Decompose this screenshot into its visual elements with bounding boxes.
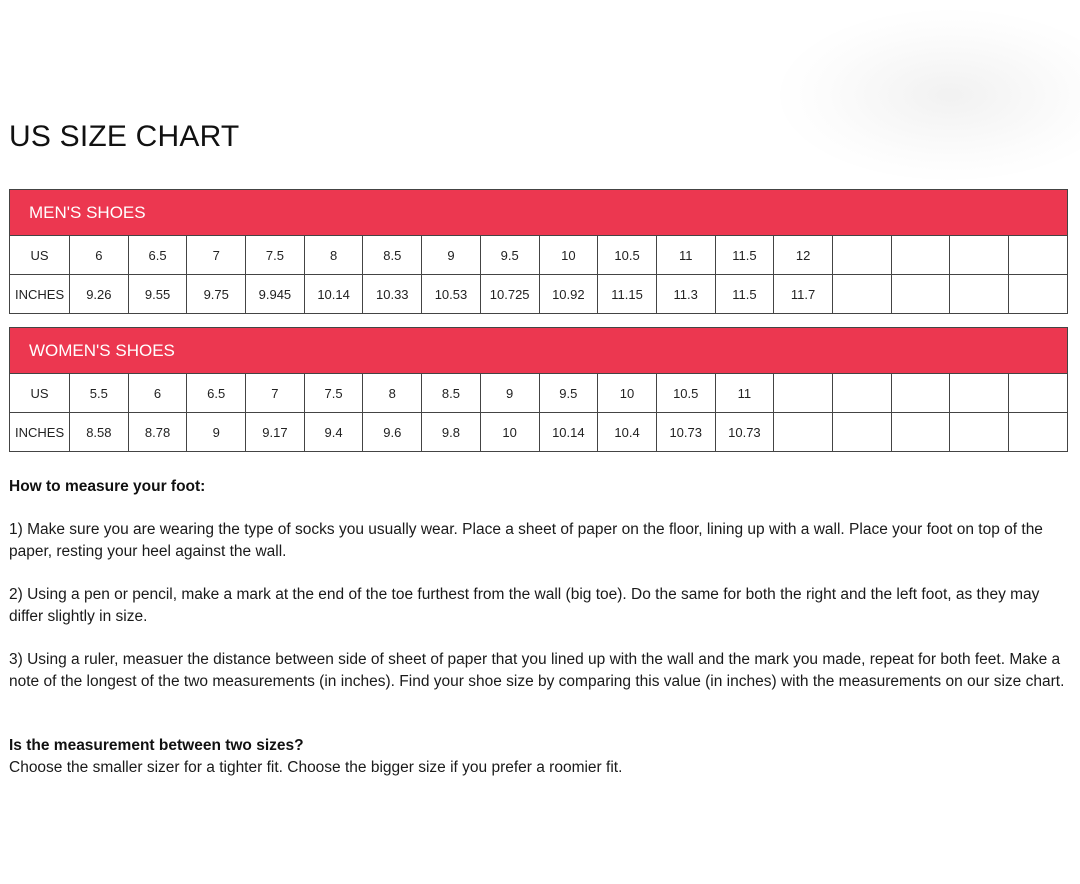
womens-inches-cell <box>832 413 891 452</box>
womens-inches-cell <box>891 413 950 452</box>
mens-inches-cell: 9.75 <box>187 275 246 314</box>
mens-us-size-cell: 8.5 <box>363 236 422 275</box>
mens-inches-cell: 10.33 <box>363 275 422 314</box>
womens-us-size-cell: 11 <box>715 374 774 413</box>
mens-inches-cell: 10.14 <box>304 275 363 314</box>
mens-us-size-cell: 11.5 <box>715 236 774 275</box>
row-label-inches: INCHES <box>10 275 70 314</box>
mens-inches-cell <box>832 275 891 314</box>
mens-us-size-cell: 6 <box>70 236 129 275</box>
womens-inches-cell <box>950 413 1009 452</box>
mens-shoes-header: MEN'S SHOES <box>10 190 1068 236</box>
womens-inches-cell: 9 <box>187 413 246 452</box>
womens-inches-cell: 10.4 <box>598 413 657 452</box>
background-glow <box>780 10 1080 180</box>
mens-inches-cell <box>891 275 950 314</box>
mens-us-size-cell: 7.5 <box>246 236 305 275</box>
womens-inches-cell: 10.73 <box>656 413 715 452</box>
womens-us-size-cell <box>832 374 891 413</box>
womens-inches-cell: 10.14 <box>539 413 598 452</box>
measure-step-3: 3) Using a ruler, measuer the distance between side of sheet of paper that you lined up with the wall and the mark you made, repeat for both feet. Make a note of the longest of the two measurements (in inches). Find your shoe size by comparing this value (in inches) with the measurements on our size chart. <box>9 651 1065 690</box>
mens-inches-cell: 10.725 <box>480 275 539 314</box>
womens-inches-row <box>10 413 1068 452</box>
womens-inches-cell: 10.73 <box>715 413 774 452</box>
between-sizes-heading: Is the measurement between two sizes? <box>9 737 304 754</box>
mens-inches-cell: 11.5 <box>715 275 774 314</box>
mens-us-size-cell: 9.5 <box>480 236 539 275</box>
womens-inches-cell: 10 <box>480 413 539 452</box>
womens-us-size-cell <box>950 374 1009 413</box>
womens-inches-cell <box>1009 413 1068 452</box>
womens-us-size-cell: 5.5 <box>70 374 129 413</box>
mens-inches-cell <box>950 275 1009 314</box>
between-sizes-text: Choose the smaller sizer for a tighter fit. Choose the bigger size if you prefer a roomier fit. <box>9 759 623 776</box>
mens-us-size-cell <box>950 236 1009 275</box>
mens-inches-cell: 9.55 <box>128 275 187 314</box>
mens-us-size-cell <box>891 236 950 275</box>
measure-step-2: 2) Using a pen or pencil, make a mark at the end of the toe furthest from the wall (big toe). Do the same for both the right and the left foot, as they may differ slightly in size. <box>9 586 1040 625</box>
womens-us-size-cell: 10 <box>598 374 657 413</box>
mens-inches-cell: 10.92 <box>539 275 598 314</box>
mens-inches-cell: 11.7 <box>774 275 833 314</box>
mens-us-size-cell: 8 <box>304 236 363 275</box>
womens-inches-cell: 8.58 <box>70 413 129 452</box>
measure-step-1: 1) Make sure you are wearing the type of socks you usually wear. Place a sheet of paper on the floor, lining up with a wall. Place your foot on top of the paper, resting your heel against the wall. <box>9 521 1043 560</box>
mens-inches-cell: 9.945 <box>246 275 305 314</box>
womens-inches-cell: 9.4 <box>304 413 363 452</box>
womens-us-size-cell <box>891 374 950 413</box>
womens-us-row <box>10 374 1068 413</box>
womens-inches-cell <box>774 413 833 452</box>
mens-us-size-cell: 10 <box>539 236 598 275</box>
mens-inches-cell <box>1009 275 1068 314</box>
womens-us-size-cell: 8.5 <box>422 374 481 413</box>
mens-us-size-cell <box>1009 236 1068 275</box>
mens-us-size-cell: 11 <box>656 236 715 275</box>
mens-inches-cell: 10.53 <box>422 275 481 314</box>
mens-us-size-cell: 7 <box>187 236 246 275</box>
mens-inches-cell: 11.15 <box>598 275 657 314</box>
womens-us-size-cell <box>774 374 833 413</box>
mens-us-size-cell: 9 <box>422 236 481 275</box>
womens-shoes-header: WOMEN'S SHOES <box>10 328 1068 374</box>
row-label-us: US <box>10 374 70 413</box>
mens-inches-row <box>10 275 1068 314</box>
mens-us-size-cell: 10.5 <box>598 236 657 275</box>
measure-heading: How to measure your foot: <box>9 478 206 495</box>
page-title: US SIZE CHART <box>9 120 240 153</box>
womens-us-size-cell: 9 <box>480 374 539 413</box>
mens-us-size-cell: 12 <box>774 236 833 275</box>
womens-us-size-cell: 6 <box>128 374 187 413</box>
womens-us-size-cell: 8 <box>363 374 422 413</box>
mens-inches-cell: 11.3 <box>656 275 715 314</box>
womens-inches-cell: 9.17 <box>246 413 305 452</box>
mens-size-table <box>9 189 1068 314</box>
womens-us-size-cell: 9.5 <box>539 374 598 413</box>
mens-us-row <box>10 236 1068 275</box>
mens-us-size-cell: 6.5 <box>128 236 187 275</box>
row-label-inches: INCHES <box>10 413 70 452</box>
mens-us-size-cell <box>832 236 891 275</box>
row-label-us: US <box>10 236 70 275</box>
womens-us-size-cell: 7 <box>246 374 305 413</box>
womens-inches-cell: 9.6 <box>363 413 422 452</box>
womens-inches-cell: 8.78 <box>128 413 187 452</box>
womens-us-size-cell <box>1009 374 1068 413</box>
womens-us-size-cell: 10.5 <box>656 374 715 413</box>
womens-us-size-cell: 7.5 <box>304 374 363 413</box>
womens-us-size-cell: 6.5 <box>187 374 246 413</box>
womens-inches-cell: 9.8 <box>422 413 481 452</box>
mens-inches-cell: 9.26 <box>70 275 129 314</box>
womens-size-table <box>9 327 1068 452</box>
